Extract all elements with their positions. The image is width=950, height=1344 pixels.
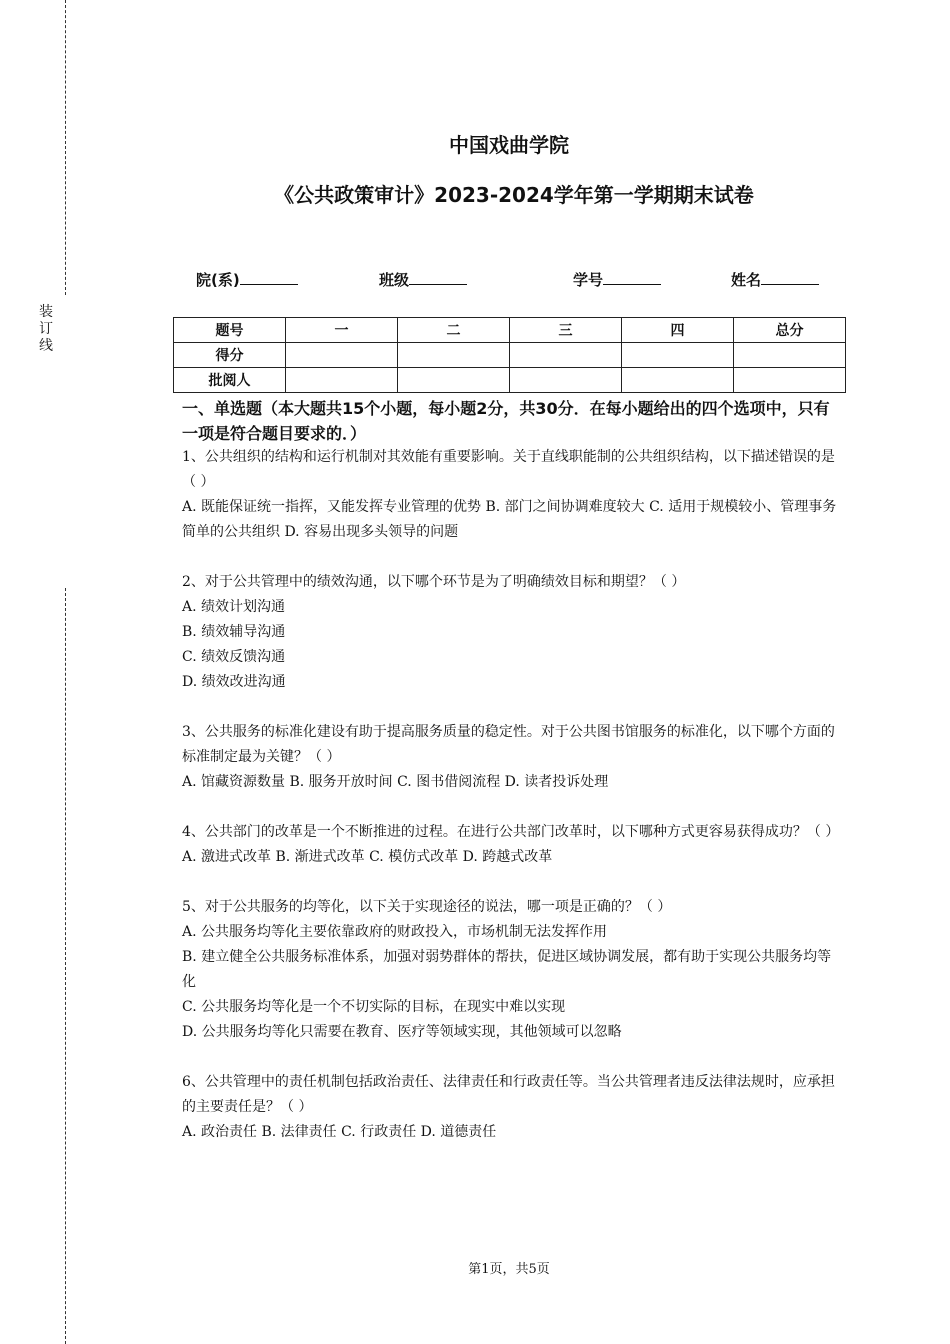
student-id-label: 学号: [573, 271, 604, 289]
question-item: [182, 820, 842, 870]
question-stem: 4、公共部门的改革是一个不断推进的过程。在进行公共部门改革时，以下哪种方式更容易获得成功？（ ）: [182, 824, 840, 840]
score-header-cell: 一: [286, 318, 398, 343]
dept-label: 院(系): [196, 271, 240, 289]
name-label: 姓名: [731, 271, 762, 289]
question-option: C. 公共服务均等化是一个不切实际的目标，在现实中难以实现: [182, 999, 566, 1015]
score-cell: [286, 368, 398, 393]
class-blank: [409, 270, 467, 285]
student-id-field: [573, 269, 661, 290]
question-item: [182, 570, 842, 695]
school-name: 中国戏曲学院: [449, 133, 569, 157]
score-header-cell: 二: [398, 318, 510, 343]
question-option: B. 建立健全公共服务标准体系，加强对弱势群体的帮扶，促进区域协调发展，都有助于实现公共服务均等化: [182, 949, 832, 990]
dept-field: [196, 269, 298, 290]
question-item: [182, 720, 842, 795]
question-options: A. 激进式改革 B. 渐进式改革 C. 模仿式改革 D. 跨越式改革: [182, 849, 553, 865]
question-option: D. 绩效改进沟通: [182, 674, 286, 690]
score-cell: [510, 368, 622, 393]
score-cell: [510, 343, 622, 368]
score-row-label: 得分: [174, 343, 286, 368]
score-cell: [622, 343, 734, 368]
student-id-blank: [603, 270, 661, 285]
class-label: 班级: [379, 271, 410, 289]
score-cell: [398, 368, 510, 393]
question-options: A. 既能保证统一指挥，又能发挥专业管理的优势 B. 部门之间协调难度较大 C. 适用于规模较小、管理事务简单的公共组织 D. 容易出现多头领导的问题: [182, 499, 837, 540]
score-cell: [286, 343, 398, 368]
name-field: [731, 269, 819, 290]
score-cell: [622, 368, 734, 393]
question-options: A. 馆藏资源数量 B. 服务开放时间 C. 图书借阅流程 D. 读者投诉处理: [182, 774, 609, 790]
score-table: [173, 317, 846, 393]
question-option: D. 公共服务均等化只需要在教育、医疗等领域实现，其他领域可以忽略: [182, 1024, 622, 1040]
score-table-row: [174, 368, 846, 393]
question-list: [182, 445, 842, 1170]
score-table-header-row: [174, 318, 846, 343]
name-blank: [761, 270, 819, 285]
score-header-cell: 三: [510, 318, 622, 343]
question-item: [182, 895, 842, 1045]
score-header-cell: 总分: [734, 318, 846, 343]
question-stem: 3、公共服务的标准化建设有助于提高服务质量的稳定性。对于公共图书馆服务的标准化，以下哪个方面的标准制定最为关键？（ ）: [182, 724, 835, 765]
section-heading: 一、单选题（本大题共15个小题，每小题2分，共30分．在每小题给出的四个选项中，只有一项是符合题目要求的．）: [182, 399, 830, 443]
question-item: [182, 1070, 842, 1145]
question-options: A. 政治责任 B. 法律责任 C. 行政责任 D. 道德责任: [182, 1124, 497, 1140]
page-footer: 第1页，共5页: [468, 1262, 550, 1277]
exam-title: 《公共政策审计》2023-2024学年第一学期期末试卷: [274, 183, 754, 207]
question-stem: 6、公共管理中的责任机制包括政治责任、法律责任和行政责任等。当公共管理者违反法律法规时，应承担的主要责任是？（ ）: [182, 1074, 835, 1115]
question-stem: 5、对于公共服务的均等化，以下关于实现途径的说法，哪一项是正确的？（ ）: [182, 899, 672, 915]
question-option: C. 绩效反馈沟通: [182, 649, 286, 665]
binding-label: 装订线: [39, 304, 53, 354]
question-option: A. 公共服务均等化主要依靠政府的财政投入，市场机制无法发挥作用: [182, 924, 608, 940]
score-header-cell: 题号: [174, 318, 286, 343]
score-row-label: 批阅人: [174, 368, 286, 393]
binding-line-bottom: [65, 588, 66, 1344]
question-option: A. 绩效计划沟通: [182, 599, 286, 615]
question-option: B. 绩效辅导沟通: [182, 624, 286, 640]
question-stem: 1、公共组织的结构和运行机制对其效能有重要影响。关于直线职能制的公共组织结构，以下描述错误的是（ ）: [182, 449, 835, 490]
class-field: [379, 269, 467, 290]
question-stem: 2、对于公共管理中的绩效沟通，以下哪个环节是为了明确绩效目标和期望？（ ）: [182, 574, 686, 590]
dept-blank: [240, 270, 298, 285]
score-header-cell: 四: [622, 318, 734, 343]
score-cell: [734, 368, 846, 393]
score-cell: [398, 343, 510, 368]
score-cell: [734, 343, 846, 368]
question-item: [182, 445, 842, 545]
score-table-row: [174, 343, 846, 368]
